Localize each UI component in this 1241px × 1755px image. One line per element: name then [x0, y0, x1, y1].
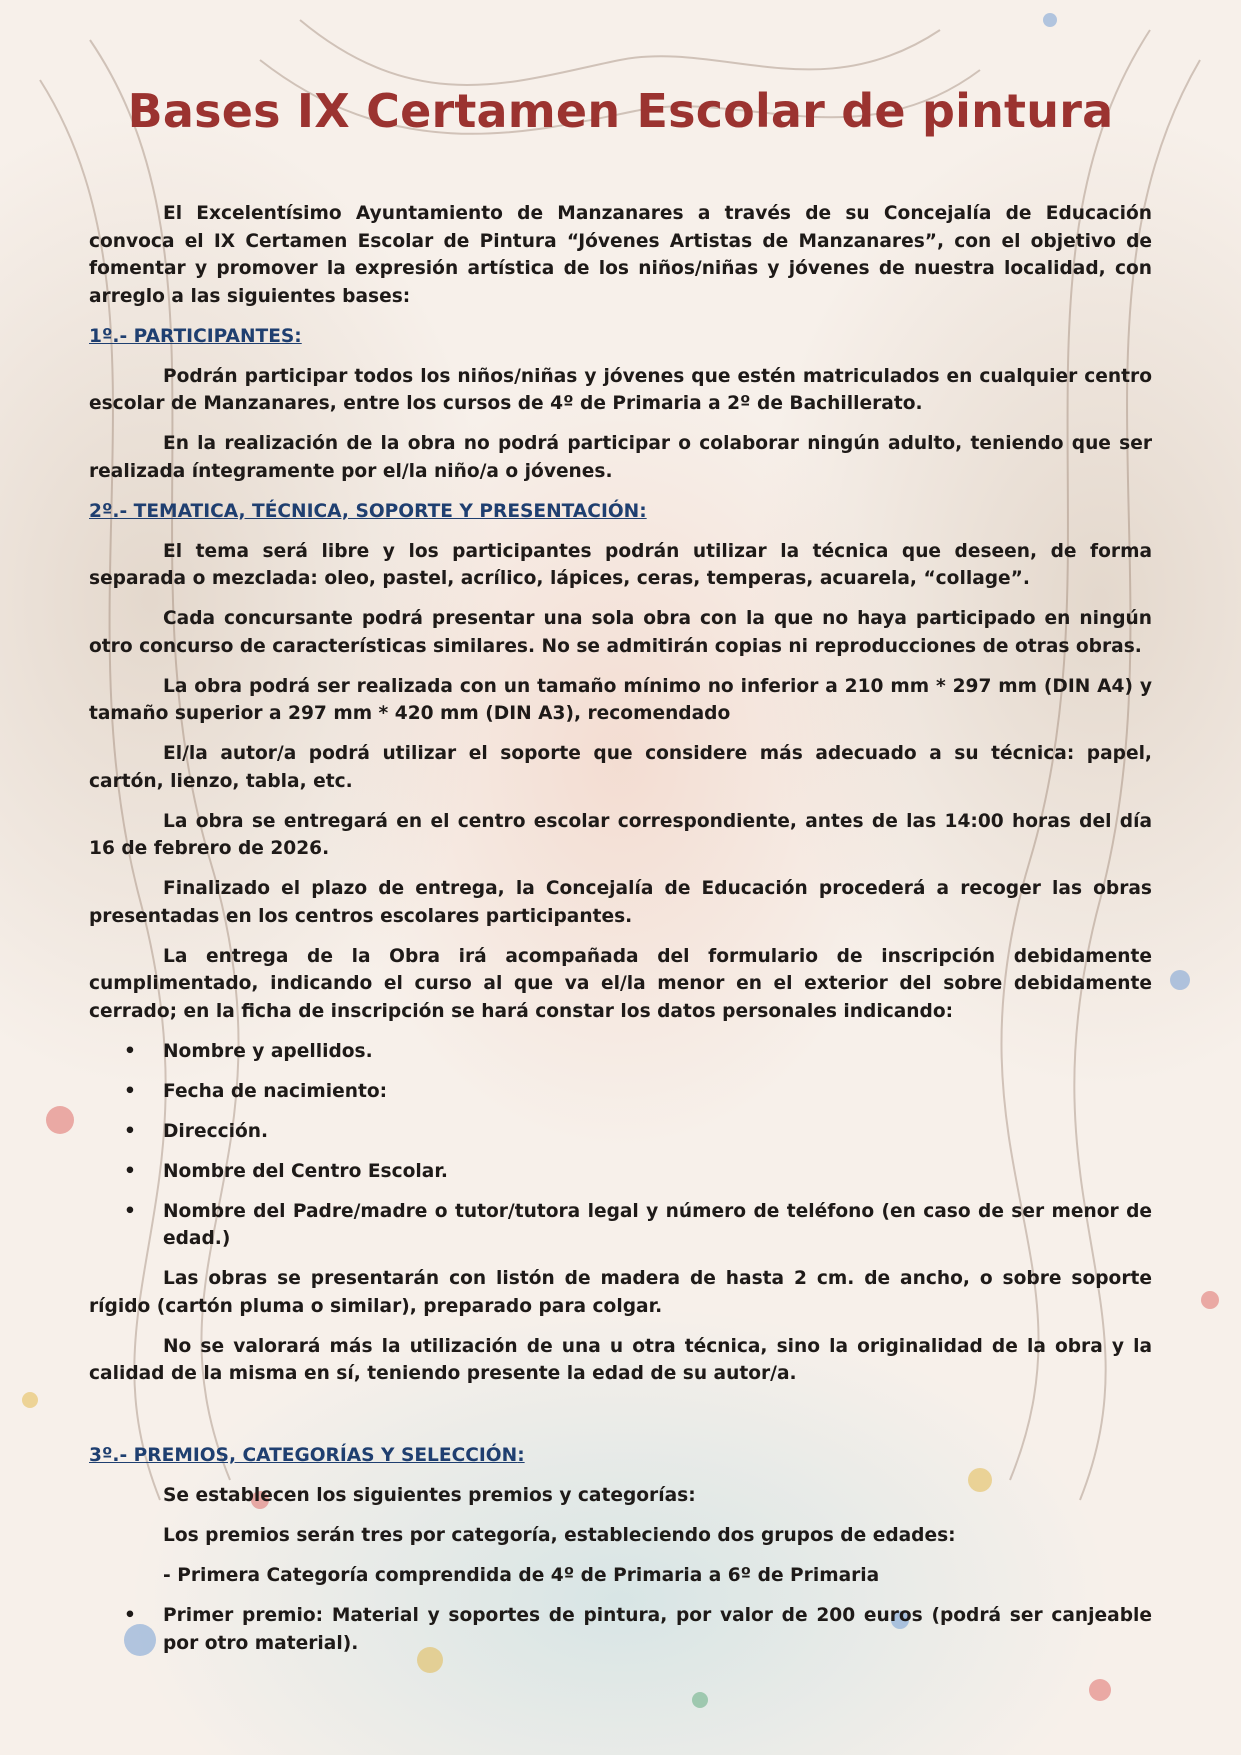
section-3-paragraph-2: Los premios serán tres por categoría, estableciendo dos grupos de edades:: [163, 1525, 956, 1546]
bullet-icon: •: [124, 1200, 136, 1222]
section-1-paragraph-1: Podrán participar todos los niños/niñas y jóvenes que estén matriculados en cualquier centro escolar de Manzanares, entre los cursos de 4º de Primaria a 2º de Bachillerato.: [89, 365, 1152, 414]
section-2-paragraph-6: Finalizado el plazo de entrega, la Concejalía de Educación procederá a recoger las obras presentadas en los centros escolares participantes.: [89, 878, 1152, 927]
section-3-heading: 3º.- PREMIOS, CATEGORÍAS Y SELECCIÓN:: [89, 1445, 525, 1466]
bullet-icon: •: [124, 1605, 136, 1626]
section-2-paragraph-5: La obra se entregará en el centro escolar correspondiente, antes de las 14:00 horas del día 16 de febrero de 2026.: [89, 810, 1152, 859]
bullet-icon: •: [124, 1040, 136, 1062]
prizes-list: [89, 1602, 1152, 1657]
section-1-paragraph-2: En la realización de la obra no podrá participar o colaborar ningún adulto, teniendo que ser realizada íntegramente por el/la niño/a o jóvenes.: [89, 433, 1152, 482]
section-1-heading: 1º.- PARTICIPANTES:: [89, 325, 302, 347]
list-item: • Fecha de nacimiento:: [89, 1078, 1152, 1106]
intro-paragraph: El Excelentísimo Ayuntamiento de Manzanares a través de su Concejalía de Educación convoca el IX Certamen Escolar de Pintura “Jóvenes Artistas de Manzanares”, con el objetivo de fomentar y promover la expresión artística de los niños/niñas y jóvenes de nuestra localidad, con arreglo a las siguientes bases:: [89, 203, 1152, 307]
document-body: [89, 200, 1152, 1670]
bullet-icon: •: [124, 1120, 136, 1142]
section-2-paragraph-3: La obra podrá ser realizada con un tamaño mínimo no inferior a 210 mm * 297 mm (DIN A4) y tamaño superior a 297 mm * 420 mm (DIN A3), recomendado: [89, 675, 1152, 724]
list-item: • Nombre del Padre/madre o tutor/tutora legal y número de teléfono (en caso de ser menor de edad.): [89, 1198, 1152, 1253]
bullet-icon: •: [124, 1080, 136, 1102]
list-item: • Dirección.: [89, 1118, 1152, 1146]
section-3-paragraph-1: Se establecen los siguientes premios y categorías:: [163, 1485, 696, 1506]
section-2-paragraph-8: Las obras se presentarán con listón de madera de hasta 2 cm. de ancho, o sobre soporte rígido (cartón pluma o similar), preparado para colgar.: [89, 1268, 1152, 1317]
section-2-paragraph-7: La entrega de la Obra irá acompañada del formulario de inscripción debidamente cumplimentado, indicando el curso al que va el/la menor en el exterior del sobre debidamente cerrado; en la ficha de inscripción se hará constar los datos personales indicando:: [89, 945, 1152, 1022]
section-2-heading: 2º.- TEMATICA, TÉCNICA, SOPORTE Y PRESENTACIÓN:: [89, 500, 647, 522]
section-3-paragraph-3: - Primera Categoría comprendida de 4º de Primaria a 6º de Primaria: [163, 1565, 880, 1586]
spacer: [89, 1400, 1152, 1442]
bullet-icon: •: [124, 1160, 136, 1182]
list-item: • Nombre del Centro Escolar.: [89, 1158, 1152, 1186]
document-title: Bases IX Certamen Escolar de pintura: [127, 84, 1114, 138]
personal-data-list: [89, 1038, 1152, 1253]
section-2-paragraph-2: Cada concursante podrá presentar una sola obra con la que no haya participado en ningún otro concurso de características similares. No se admitirán copias ni reproducciones de otras obras.: [89, 608, 1152, 657]
section-2-paragraph-1: El tema será libre y los participantes podrán utilizar la técnica que deseen, de forma separada o mezclada: oleo, pastel, acrílico, lápices, ceras, temperas, acuarela, “collage”.: [89, 540, 1152, 589]
list-item: • Primer premio: Material y soportes de pintura, por valor de 200 euros (podrá ser canjeable por otro material).: [89, 1602, 1152, 1657]
section-2-paragraph-4: El/la autor/a podrá utilizar el soporte que considere más adecuado a su técnica: papel, cartón, lienzo, tabla, etc.: [89, 743, 1152, 792]
list-item: • Nombre y apellidos.: [89, 1038, 1152, 1066]
section-2-paragraph-9: No se valorará más la utilización de una u otra técnica, sino la originalidad de la obra y la calidad de la misma en sí, teniendo presente la edad de su autor/a.: [89, 1335, 1152, 1384]
